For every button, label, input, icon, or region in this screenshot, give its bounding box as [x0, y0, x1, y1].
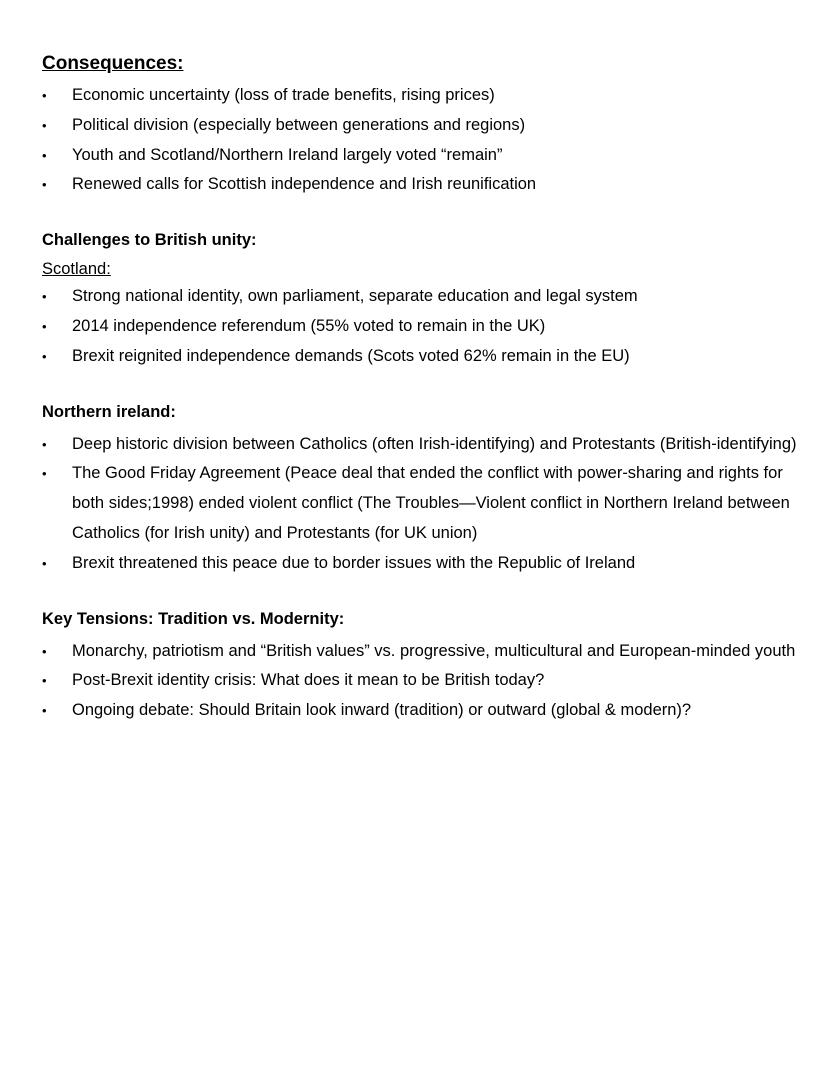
list-item-text: Monarchy, patriotism and “British values” vs. progressive, multicultural and European-minded youth [72, 641, 796, 660]
list-item-text: Brexit threatened this peace due to border issues with the Republic of Ireland [72, 553, 636, 572]
list-item [42, 342, 798, 372]
northern-ireland-section [42, 402, 798, 579]
bullet-icon: • [42, 348, 47, 364]
bullet-icon: • [42, 88, 47, 103]
list-item [42, 459, 798, 548]
consequences-heading: Consequences: [42, 53, 184, 74]
list-item-text: 2014 independence referendum (55% voted to remain in the UK) [72, 316, 546, 335]
list-item [42, 666, 798, 696]
challenges-section [42, 230, 798, 371]
bullet-icon: • [42, 117, 47, 133]
list-item [42, 430, 798, 460]
list-item-text: Political division (especially between generations and regions) [72, 115, 526, 134]
key-tensions-heading: Key Tensions: Tradition vs. Modernity: [42, 609, 345, 628]
consequences-list [42, 81, 798, 200]
bullet-icon: • [42, 703, 47, 719]
challenges-heading: Challenges to British unity: [42, 231, 257, 250]
list-item-text: Ongoing debate: Should Britain look inward (tradition) or outward (global & modern)? [72, 701, 692, 720]
bullet-icon: • [42, 673, 47, 689]
bullet-icon: • [42, 466, 47, 482]
list-item-text: Renewed calls for Scottish independence and Irish reunification [72, 175, 537, 194]
bullet-icon: • [42, 318, 47, 334]
scotland-subheading: Scotland: [42, 260, 111, 279]
bullet-icon: • [42, 436, 47, 452]
list-item [42, 312, 798, 342]
list-item-text: Strong national identity, own parliament, separate education and legal system [72, 287, 638, 306]
list-item [42, 81, 798, 111]
key-tensions-list [42, 637, 798, 726]
key-tensions-section [42, 609, 798, 726]
list-item-text: Youth and Scotland/Northern Ireland largely voted “remain” [72, 145, 503, 164]
list-item-text: Brexit reignited independence demands (Scots voted 62% remain in the EU) [72, 346, 630, 365]
northern-ireland-list [42, 430, 798, 579]
list-item [42, 141, 798, 171]
bullet-icon: • [42, 289, 47, 305]
consequences-section [42, 52, 798, 200]
northern-ireland-heading: Northern ireland: [42, 402, 176, 421]
list-item-text: Economic uncertainty (loss of trade benefits, rising prices) [72, 86, 495, 104]
list-item [42, 282, 798, 312]
bullet-icon: • [42, 177, 47, 193]
list-item-text: The Good Friday Agreement (Peace deal that ended the conflict with power-sharing and rights for both sides;1998) ended violent conflict (The Troubles—Violent conflict in Northern Ireland between Catholics (for Irish unity) and Protestants (for UK union) [72, 464, 790, 542]
list-item [42, 111, 798, 141]
list-item [42, 170, 798, 200]
list-item-text: Post-Brexit identity crisis: What does it mean to be British today? [72, 671, 545, 690]
scotland-list [42, 282, 798, 371]
list-item [42, 637, 798, 667]
list-item [42, 549, 798, 579]
list-item-text: Deep historic division between Catholics (often Irish-identifying) and Protestants (British-identifying) [72, 434, 797, 453]
bullet-icon: • [42, 643, 47, 659]
bullet-icon: • [42, 555, 47, 571]
list-item [42, 696, 798, 726]
bullet-icon: • [42, 147, 47, 163]
